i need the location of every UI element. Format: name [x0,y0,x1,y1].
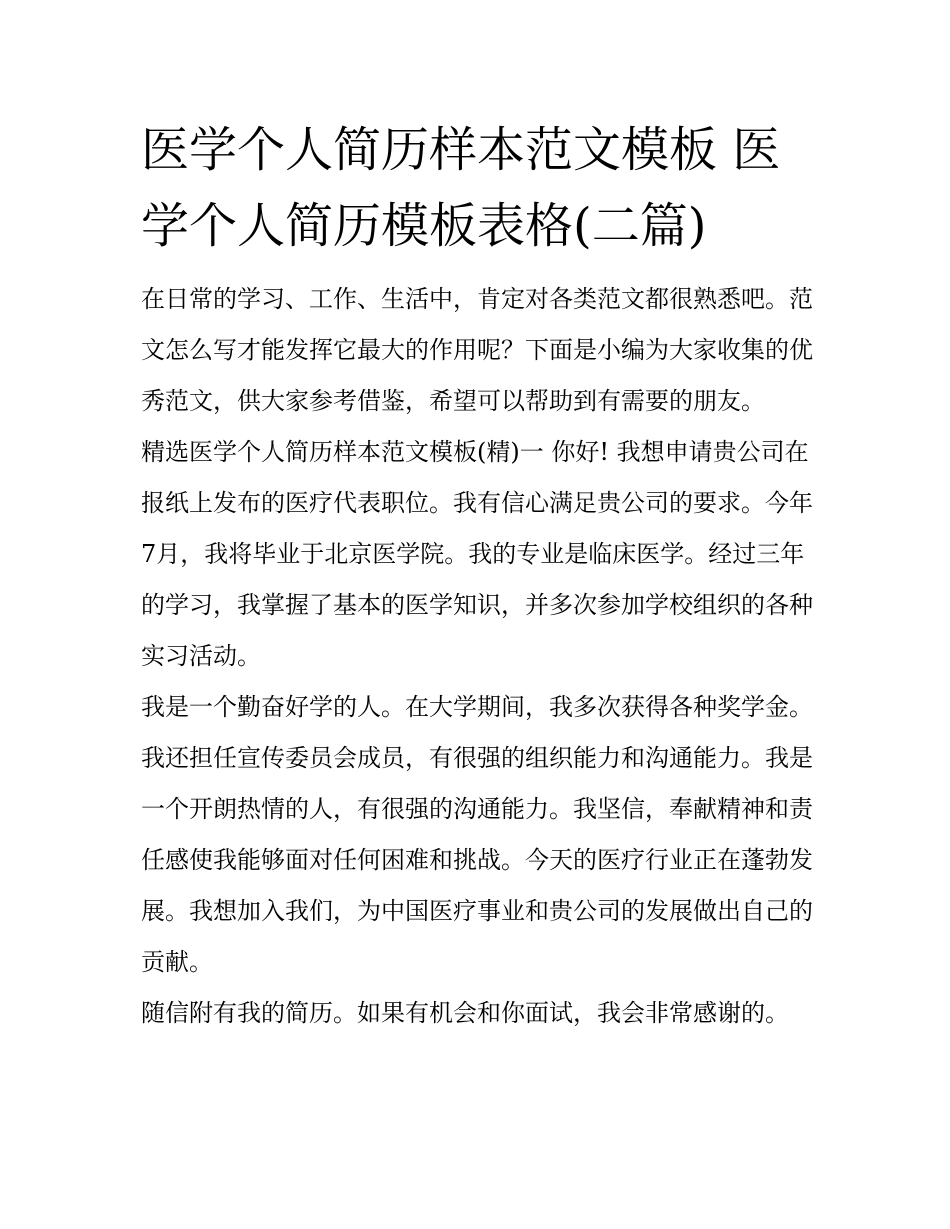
document-title: 医学个人简历样本范文模板 医学个人简历模板表格(二篇) [141,122,781,254]
document-body [141,274,813,1039]
paragraph-intro: 在日常的学习、工作、生活中，肯定对各类范文都很熟悉吧。范文怎么写才能发挥它最大的作用呢？下面是小编为大家收集的优秀范文，供大家参考借鉴，希望可以帮助到有需要的朋友。 [141,285,813,415]
document-content [141,112,813,1039]
paragraph-qualities: 我是一个勤奋好学的人。在大学期间，我多次获得各种奖学金。我还担任宣传委员会成员，有很强的组织能力和沟通能力。我是一个开朗热情的人，有很强的沟通能力。我坚信，奉献精神和责任感使我能够面对任何困难和挑战。今天的医疗行业正在蓬勃发展。我想加入我们，为中国医疗事业和贵公司的发展做出自己的贡献。 [141,693,813,976]
paragraph-closing: 随信附有我的简历。如果有机会和你面试，我会非常感谢的。 [141,999,789,1027]
paragraph-application: 精选医学个人简历样本范文模板(精)一 你好! 我想申请贵公司在报纸上发布的医疗代表职位。我有信心满足贵公司的要求。今年7月，我将毕业于北京医学院。我的专业是临床医学。经过三年的学习，我掌握了基本的医学知识，并多次参加学校组织的各种实习活动。 [141,438,813,670]
